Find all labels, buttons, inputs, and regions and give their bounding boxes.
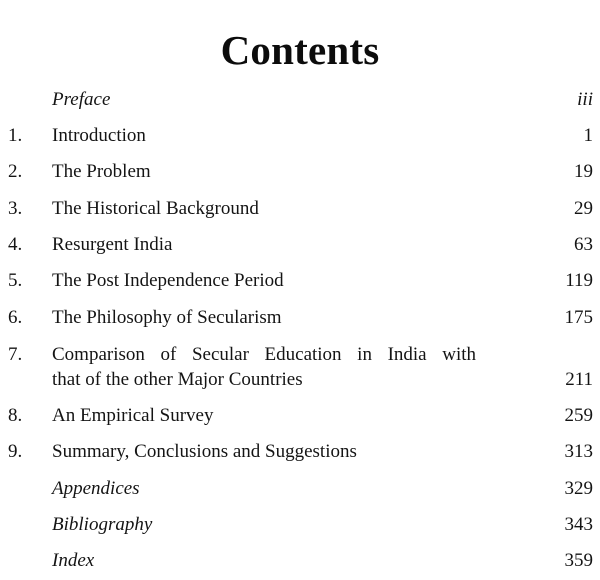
toc-entry-title: Resurgent India (52, 234, 173, 255)
toc-entry-number: 4. (8, 234, 23, 255)
toc-entry-page: iii (577, 89, 593, 110)
toc-entry-page: 19 (574, 161, 593, 182)
toc-entry-title: Preface (52, 89, 111, 110)
toc-entry-number: 8. (8, 405, 23, 426)
toc-entry-title: Introduction (52, 125, 146, 146)
toc-entry-page: 63 (574, 234, 593, 255)
toc-entry-page: 359 (564, 550, 593, 571)
toc-entry-title-line-1: Comparison of Secular Education in India with (52, 344, 476, 365)
toc-entry-number: 2. (8, 161, 23, 182)
toc-entry-page: 119 (565, 270, 593, 291)
toc-entry-number: 3. (8, 198, 23, 219)
toc-entry-page: 29 (574, 198, 593, 219)
toc-entry-title: The Philosophy of Secularism (52, 307, 282, 328)
toc-entry-number: 9. (8, 441, 23, 462)
toc-entry-page: 343 (564, 514, 593, 535)
toc-entry-page: 211 (565, 369, 593, 390)
toc-entry-page: 1 (583, 125, 593, 146)
toc-entry-page: 313 (564, 441, 593, 462)
toc-entry-title: Bibliography (52, 514, 153, 535)
toc-entry-page: 259 (564, 405, 593, 426)
toc-entry-number: 1. (8, 125, 23, 146)
page-title: Contents (220, 27, 380, 74)
toc-entry-number: 5. (8, 270, 23, 291)
toc-entry-title: An Empirical Survey (52, 405, 214, 426)
toc-entry-title: Appendices (52, 478, 140, 499)
toc-entry-title: The Historical Background (52, 198, 259, 219)
toc-entry-chapter-7[interactable] (0, 343, 600, 393)
toc-entry-title: The Post Independence Period (52, 270, 284, 291)
toc-entry-title: The Problem (52, 161, 151, 182)
toc-entry-title-line-2: that of the other Major Countries (52, 369, 303, 390)
toc-entry-page: 175 (564, 307, 593, 328)
toc-entry-title: Summary, Conclusions and Suggestions (52, 441, 357, 462)
toc-entry-title: Index (52, 550, 95, 571)
toc-entry-number: 6. (8, 307, 23, 328)
toc-entry-number: 7. (8, 344, 23, 365)
toc-entry-page: 329 (564, 478, 593, 499)
